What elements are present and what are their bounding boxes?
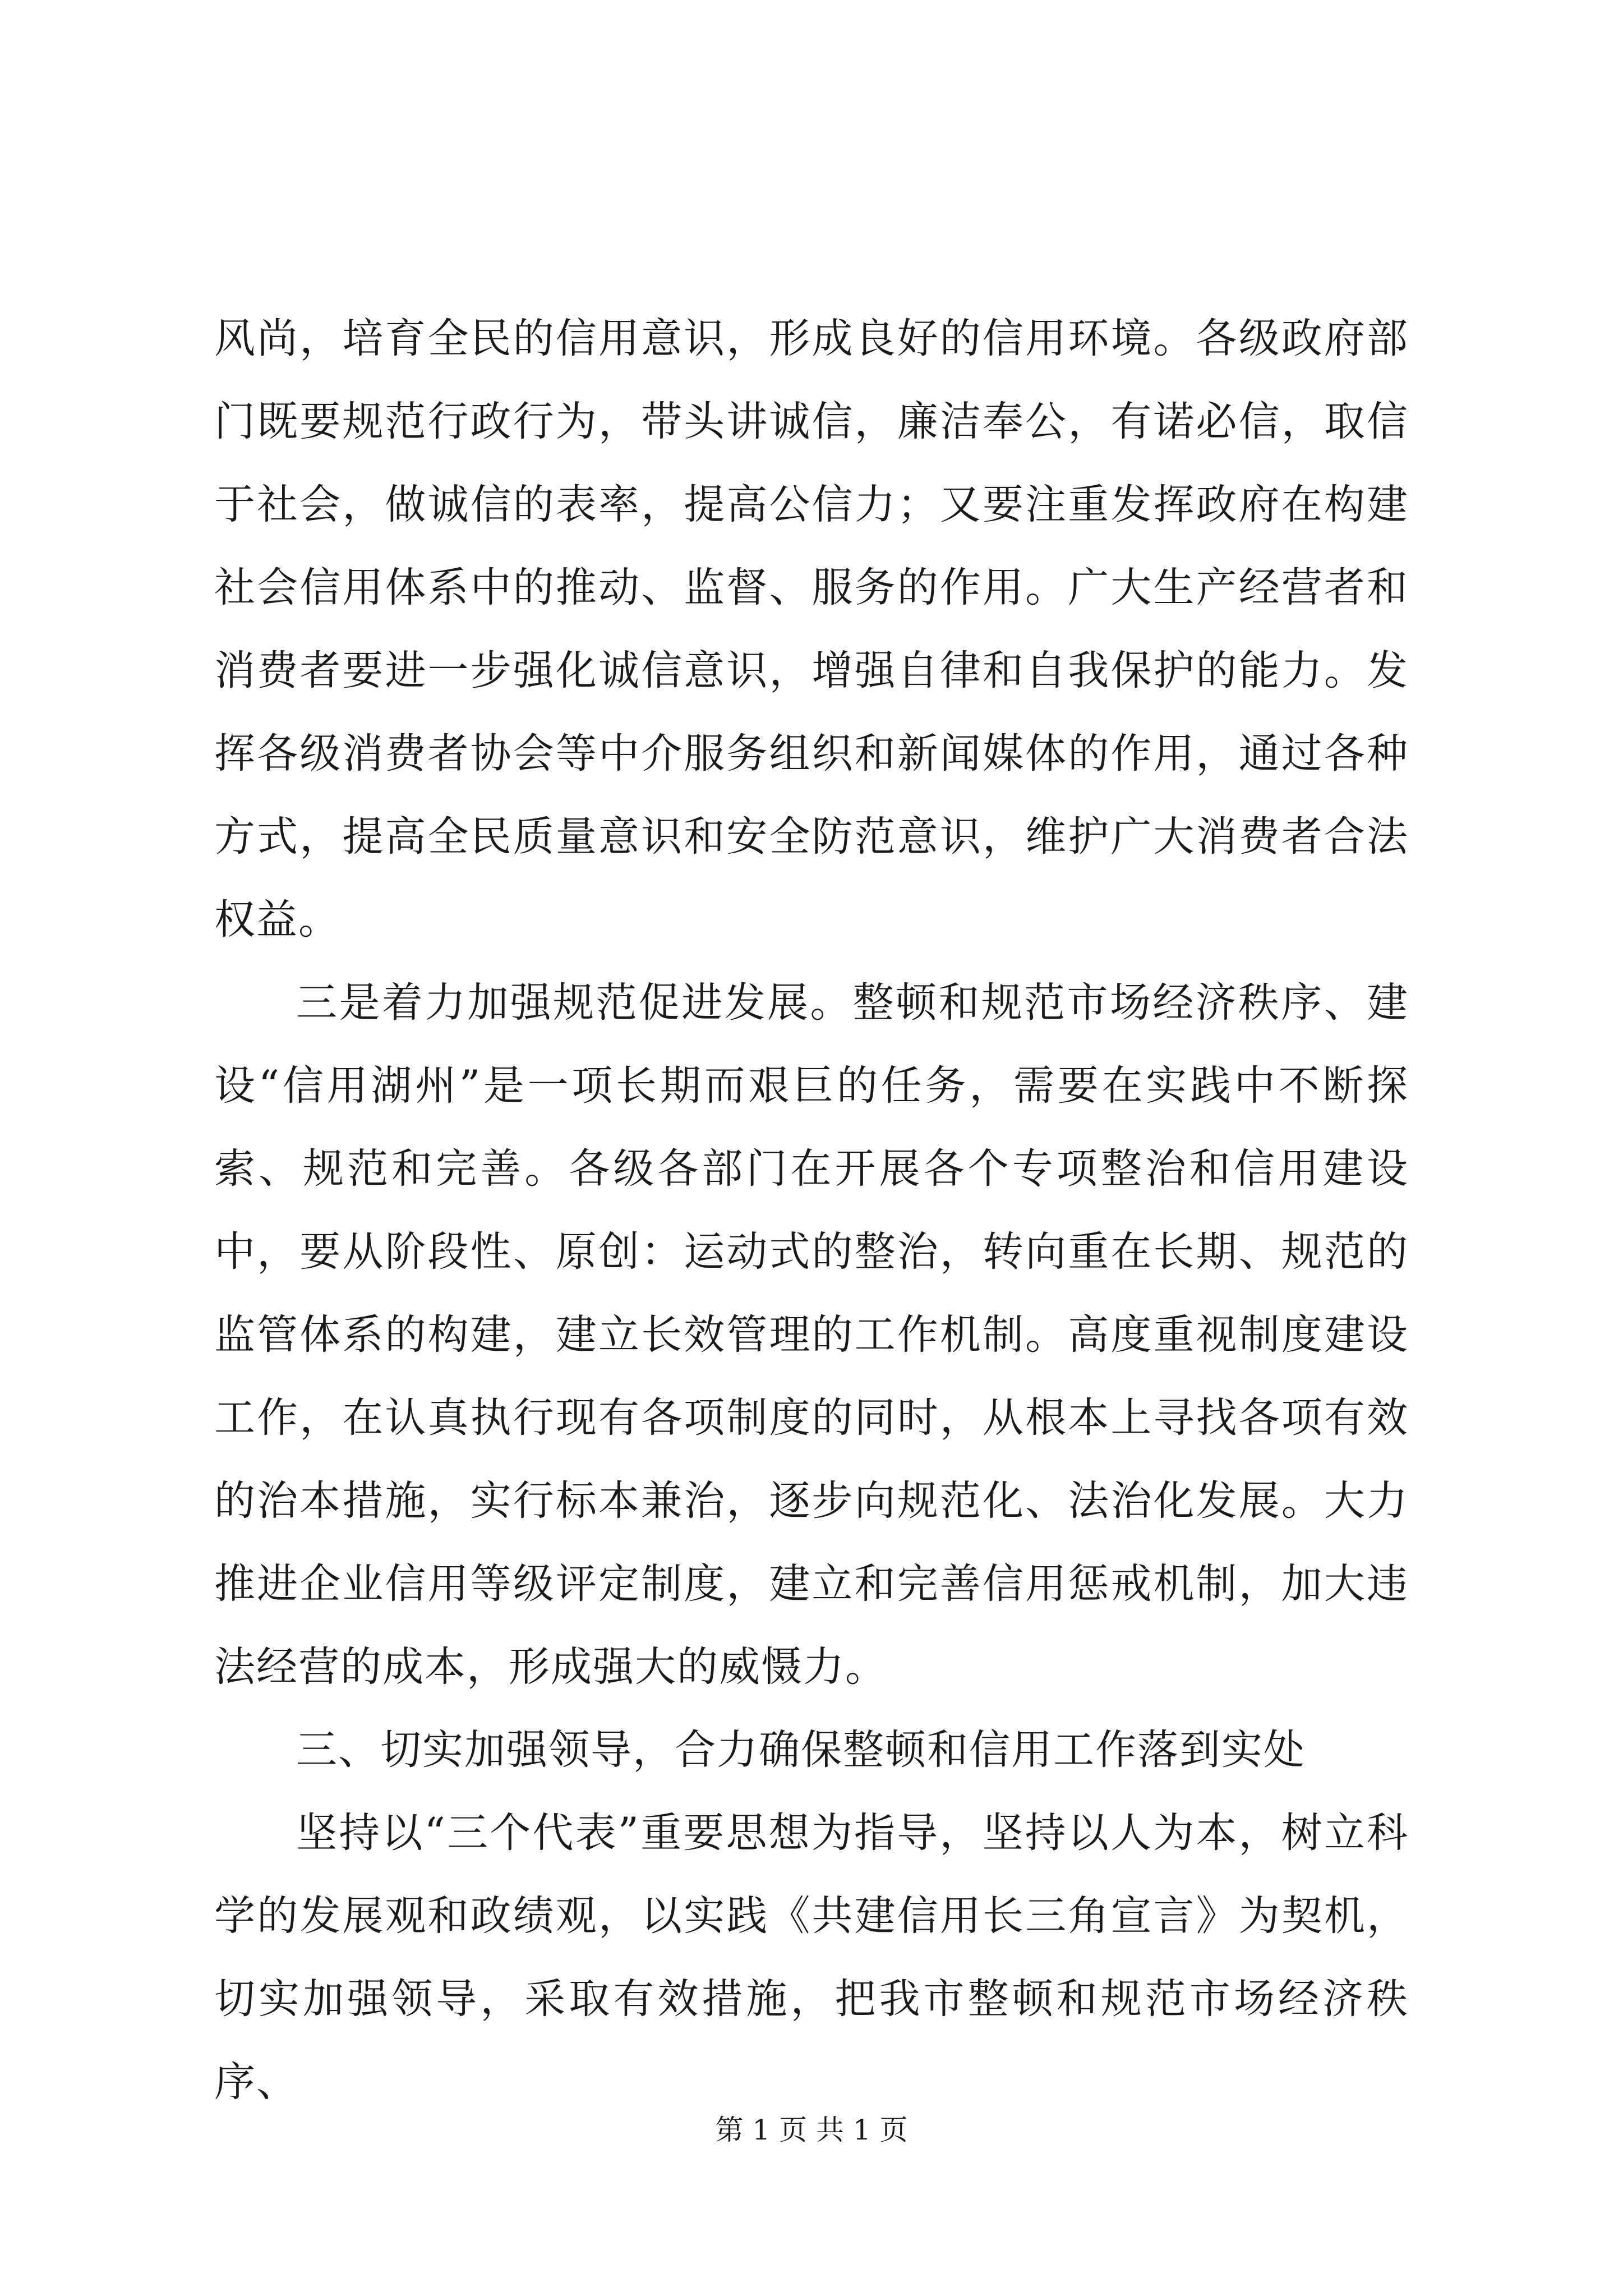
paragraph-2: 三是着力加强规范促进发展。整顿和规范市场经济秩序、建设“信用湖州”是一项长期而艰巨的任务，需要在实践中不断探索、规范和完善。各级各部门在开展各个专项整治和信用建设中，要从阶段性、原创：运动式的整治，转向重在长期、规范的监管体系的构建，建立长效管理的工作机制。高度重视制度建设工作，在认真执行现有各项制度的同时，从根本上寻找各项有效的治本措施，实行标本兼治，逐步向规范化、法治化发展。大力推进企业信用等级评定制度，建立和完善信用惩戒机制，加大违法经营的成本，形成强大的威慑力。 xyxy=(214,979,1409,1691)
paragraph-3: 坚持以“三个代表”重要思想为指导，坚持以人为本，树立科学的发展观和政绩观，以实践《共建信用长三角宣言》为契机，切实加强领导，采取有效措施，把我市整顿和规范市场经济秩序、 xyxy=(214,1809,1409,2106)
page-number: 第 1 页 共 1 页 xyxy=(715,2114,908,2146)
paragraph-1: 风尚，培育全民的信用意识，形成良好的信用环境。各级政府部门既要规范行政行为，带头讲诚信，廉洁奉公，有诺必信，取信于社会，做诚信的表率，提高公信力；又要注重发挥政府在构建社会信用体系中的推动、监督、服务的作用。广大生产经营者和消费者要进一步强化诚信意识，增强自律和自我保护的能力。发挥各级消费者协会等中介服务组织和新闻媒体的作用，通过各种方式，提高全民质量意识和安全防范意识，维护广大消费者合法权益。 xyxy=(214,315,1409,944)
document-body xyxy=(214,297,1409,2124)
page-footer xyxy=(0,2110,1623,2150)
section-heading: 三、切实加强领导，合力确保整顿和信用工作落到实处 xyxy=(296,1726,1306,1774)
